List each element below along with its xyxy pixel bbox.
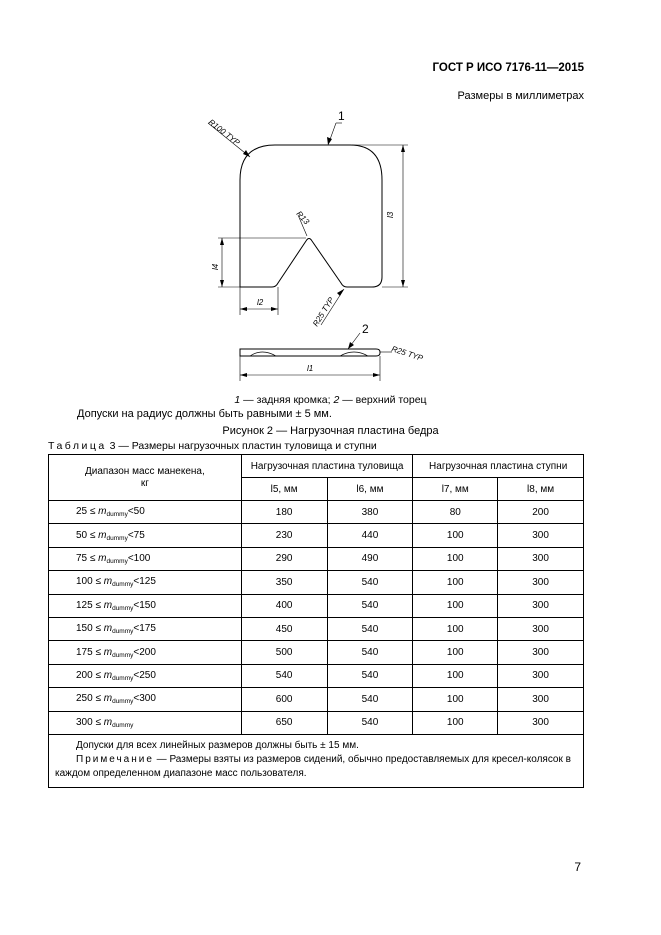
table-row	[49, 711, 584, 734]
radius-label-r25: R25 TYP	[311, 295, 336, 329]
table-notes	[49, 734, 584, 787]
figure-legend	[0, 394, 661, 406]
mass-range-cell: $300 \le m_{dummy}$	[49, 711, 242, 734]
cell-l5: 450	[241, 617, 327, 640]
cell-l7: 100	[413, 664, 498, 687]
header-l8: l8, мм	[498, 478, 584, 501]
legend-2-text: — верхний торец	[339, 394, 427, 406]
arrowhead	[271, 307, 278, 311]
cell-l8: 200	[498, 501, 584, 524]
header-l5: l5, мм	[241, 478, 327, 501]
cell-l7: 100	[413, 641, 498, 664]
table-row	[49, 664, 584, 687]
figure-caption: Рисунок 2 — Нагрузочная пластина бедра	[222, 425, 439, 437]
dim-label-l1: l1	[307, 364, 314, 373]
cell-l8: 300	[498, 641, 584, 664]
arrowhead	[240, 373, 247, 377]
arrowhead	[373, 373, 380, 377]
radius-label-r100: R100 TYP	[206, 117, 242, 148]
cell-l5: 540	[241, 664, 327, 687]
callout-1: 1	[338, 109, 345, 123]
table-row	[49, 571, 584, 594]
arrowhead	[327, 137, 332, 145]
radius-label-r25-side: R25 TYP	[390, 344, 425, 363]
linear-tolerance: Допуски для всех линейных размеров должны быть ± 15 мм.	[76, 739, 359, 751]
dim-label-l3: l3	[386, 211, 395, 218]
header-torso-plate: Нагрузочная пластина туловища	[241, 455, 413, 478]
mass-range-cell: $250 \le m_{dummy}<300$	[49, 688, 242, 711]
cell-l7: 100	[413, 524, 498, 547]
mass-range-cell: $150 \le m_{dummy}<175$	[49, 617, 242, 640]
table-row	[49, 617, 584, 640]
cell-l8: 300	[498, 594, 584, 617]
cell-l6: 540	[327, 641, 413, 664]
table-caption	[48, 440, 377, 452]
cell-l8: 300	[498, 664, 584, 687]
plate-outline	[240, 145, 382, 287]
units-note: Размеры в миллиметрах	[457, 90, 584, 102]
arrowhead	[348, 342, 354, 349]
table-row	[49, 524, 584, 547]
radius-tolerance: Допуски на радиус должны быть равными ± 5 мм.	[77, 408, 332, 420]
arrowhead	[220, 238, 224, 245]
table-caption-text: — Размеры нагрузочных пластин туловища и ступни	[115, 440, 377, 452]
cell-l7: 100	[413, 617, 498, 640]
thigh-plate-drawing	[190, 105, 450, 390]
cell-l7: 100	[413, 688, 498, 711]
note-text: — Размеры взяты из размеров сидений, обычно предоставляемых для кресел-колясок в каждом определенном диапазоне масс пользователя.	[55, 753, 571, 779]
cell-l8: 300	[498, 547, 584, 570]
cell-l6: 540	[327, 617, 413, 640]
radius-label-r13: R13	[294, 209, 312, 227]
table-row	[49, 547, 584, 570]
mass-range-cell: $50 \le m_{dummy}<75$	[49, 524, 242, 547]
legend-1-num: 1	[234, 394, 241, 406]
cell-l7: 100	[413, 547, 498, 570]
chamfer	[250, 352, 276, 356]
cell-l6: 490	[327, 547, 413, 570]
page-number: 7	[574, 860, 581, 874]
legend-2-num: 2	[333, 394, 340, 406]
cell-l6: 540	[327, 688, 413, 711]
callout-2: 2	[362, 322, 369, 336]
cell-l7: 80	[413, 501, 498, 524]
table-row	[49, 501, 584, 524]
cell-l5: 350	[241, 571, 327, 594]
table-row	[49, 641, 584, 664]
cell-l6: 380	[327, 501, 413, 524]
table-row	[49, 594, 584, 617]
cell-l8: 300	[498, 688, 584, 711]
arrowhead	[401, 145, 405, 152]
cell-l7: 100	[413, 594, 498, 617]
mass-range-cell: $25 \le m_{dummy}<50$	[49, 501, 242, 524]
cell-l5: 500	[241, 641, 327, 664]
header-foot-plate: Нагрузочная пластина ступни	[413, 455, 584, 478]
arrowhead	[401, 280, 405, 287]
cell-l5: 400	[241, 594, 327, 617]
cell-l5: 650	[241, 711, 327, 734]
arrowhead	[240, 307, 247, 311]
cell-l8: 300	[498, 617, 584, 640]
header-l7: l7, мм	[413, 478, 498, 501]
chamfer	[340, 352, 368, 356]
arrowhead	[220, 280, 224, 287]
document-id: ГОСТ Р ИСО 7176-11—2015	[432, 62, 584, 74]
header-mass-range: Диапазон масс манекена, кг	[49, 455, 242, 501]
legend-1-text: — задняя кромка;	[240, 394, 334, 406]
cell-l8: 300	[498, 524, 584, 547]
cell-l7: 100	[413, 711, 498, 734]
cell-l5: 180	[241, 501, 327, 524]
cell-l6: 540	[327, 664, 413, 687]
mass-range-cell: $125 \le m_{dummy}<150$	[49, 594, 242, 617]
header-l6: l6, мм	[327, 478, 413, 501]
dim-label-l4: l4	[211, 263, 220, 270]
table-caption-label: Таблица	[48, 440, 107, 452]
cell-l6: 540	[327, 571, 413, 594]
mass-range-cell: $200 \le m_{dummy}<250$	[49, 664, 242, 687]
cell-l5: 230	[241, 524, 327, 547]
dimensions-table	[48, 454, 584, 788]
mass-range-cell: $175 \le m_{dummy}<200$	[49, 641, 242, 664]
mass-range-cell: $100 \le m_{dummy}<125$	[49, 571, 242, 594]
cell-l6: 540	[327, 594, 413, 617]
note-label: Примечание	[76, 753, 154, 765]
cell-l8: 300	[498, 571, 584, 594]
cell-l5: 290	[241, 547, 327, 570]
cell-l8: 300	[498, 711, 584, 734]
cell-l7: 100	[413, 571, 498, 594]
table-caption-num: 3	[109, 440, 116, 452]
table-row	[49, 688, 584, 711]
cell-l6: 540	[327, 711, 413, 734]
arrowhead	[337, 289, 344, 296]
dim-label-l2: l2	[257, 298, 264, 307]
mass-range-cell: $75 \le m_{dummy}<100$	[49, 547, 242, 570]
cell-l6: 440	[327, 524, 413, 547]
cell-l5: 600	[241, 688, 327, 711]
